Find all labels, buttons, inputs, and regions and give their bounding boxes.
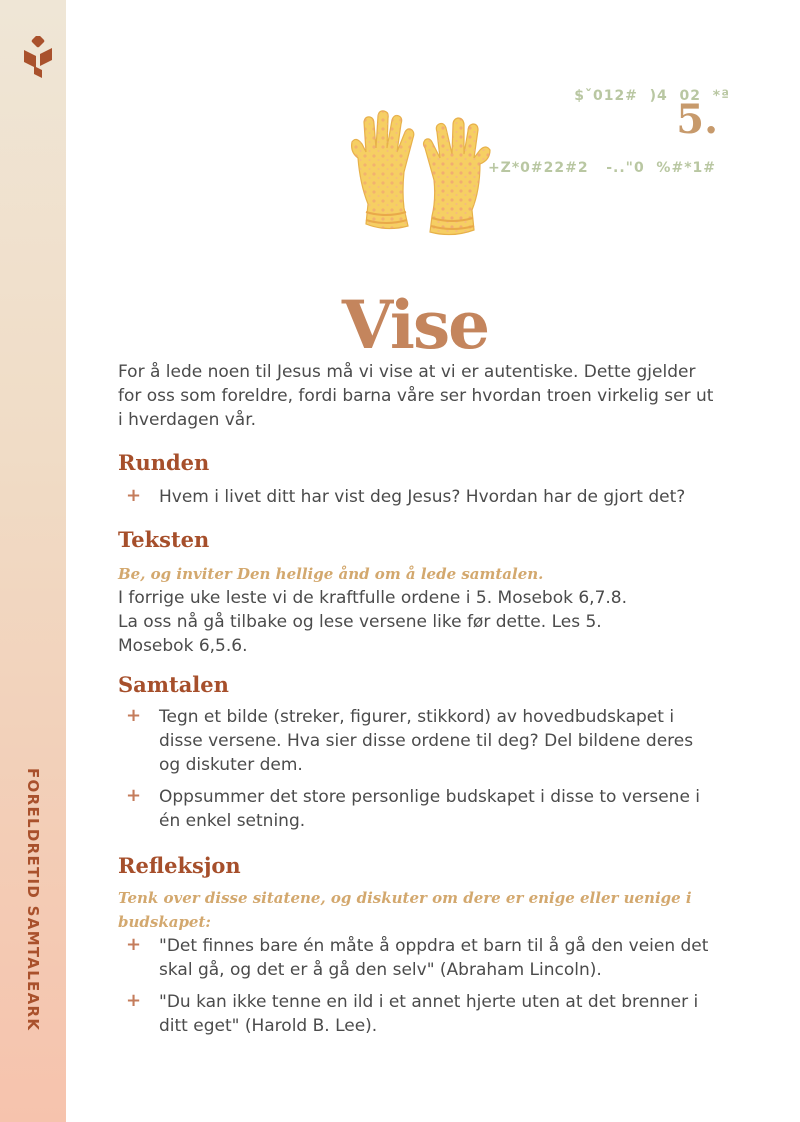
session-number: 5. bbox=[676, 96, 718, 143]
list-item-text: "Det finnes bare én måte å oppdra et barn til å gå den veien det skal gå, og det er å gå den selv" (Abraham Lincoln). bbox=[159, 936, 709, 980]
heading-teksten: Teksten bbox=[118, 527, 210, 552]
refleksjon-list bbox=[118, 934, 718, 1038]
gloves-illustration bbox=[344, 108, 500, 238]
runden-list bbox=[118, 485, 718, 509]
list-item bbox=[118, 934, 718, 982]
plus-icon: + bbox=[126, 705, 142, 726]
page-title: Vise bbox=[341, 286, 489, 364]
list-item bbox=[118, 785, 718, 833]
teksten-line-2: La oss nå gå tilbake og lese versene like før dette. Les 5. bbox=[118, 612, 602, 632]
list-item-text: "Du kan ikke tenne en ild i et annet hjerte uten at det brenner i ditt eget" (Harold B. Lee). bbox=[159, 992, 699, 1036]
list-item bbox=[118, 705, 718, 777]
sidebar-label: FORELDRETID SAMTALEARK bbox=[24, 768, 42, 1032]
section-samtalen bbox=[118, 672, 718, 833]
section-teksten bbox=[118, 527, 718, 658]
code-line-1: $ˇ012# )4 02 *ª bbox=[574, 88, 730, 104]
plus-icon: + bbox=[126, 785, 142, 806]
list-item-text: Oppsummer det store personlige budskapet i disse to versene i én enkel setning. bbox=[159, 787, 701, 831]
section-runden bbox=[118, 450, 718, 509]
code-line-2: +Z*0#22#2 -.."0 %#*1# bbox=[487, 160, 716, 176]
intro-text: For å lede noen til Jesus må vi vise at vi er autentiske. Dette gjelder for oss som foreldre, fordi barna våre ser hvordan troen virkelig ser ut i hverdagen vår. bbox=[118, 362, 714, 430]
list-item bbox=[118, 485, 718, 509]
leaf-logo-icon bbox=[22, 36, 54, 78]
list-item-text: Hvem i livet ditt har vist deg Jesus? Hvordan har de gjort det? bbox=[159, 487, 686, 507]
refleksjon-instruction: Tenk over disse sitatene, og diskuter om dere er enige eller uenige i budskapet: bbox=[118, 889, 692, 931]
teksten-instruction: Be, og inviter Den hellige ånd om å lede samtalen. bbox=[118, 565, 544, 583]
left-glove-icon bbox=[352, 111, 414, 229]
samtalen-list bbox=[118, 705, 718, 833]
right-glove-icon bbox=[424, 118, 491, 235]
list-item bbox=[118, 990, 718, 1038]
list-item-text: Tegn et bilde (streker, figurer, stikkord) av hovedbudskapet i disse versene. Hva sier disse ordene til deg? Del bildene deres og diskuter dem. bbox=[159, 707, 694, 775]
teksten-line-1: I forrige uke leste vi de kraftfulle ordene i 5. Mosebok 6,7.8. bbox=[118, 588, 628, 608]
plus-icon: + bbox=[126, 934, 142, 955]
heading-runden: Runden bbox=[118, 450, 210, 475]
plus-icon: + bbox=[126, 990, 142, 1011]
heading-samtalen: Samtalen bbox=[118, 672, 229, 697]
content bbox=[118, 360, 718, 1038]
teksten-line-3: Mosebok 6,5.6. bbox=[118, 636, 248, 656]
plus-icon: + bbox=[126, 485, 142, 506]
section-refleksjon bbox=[118, 853, 718, 1038]
sidebar-label-wrap bbox=[18, 768, 48, 1032]
sidebar bbox=[0, 0, 66, 1122]
heading-refleksjon: Refleksjon bbox=[118, 853, 241, 878]
